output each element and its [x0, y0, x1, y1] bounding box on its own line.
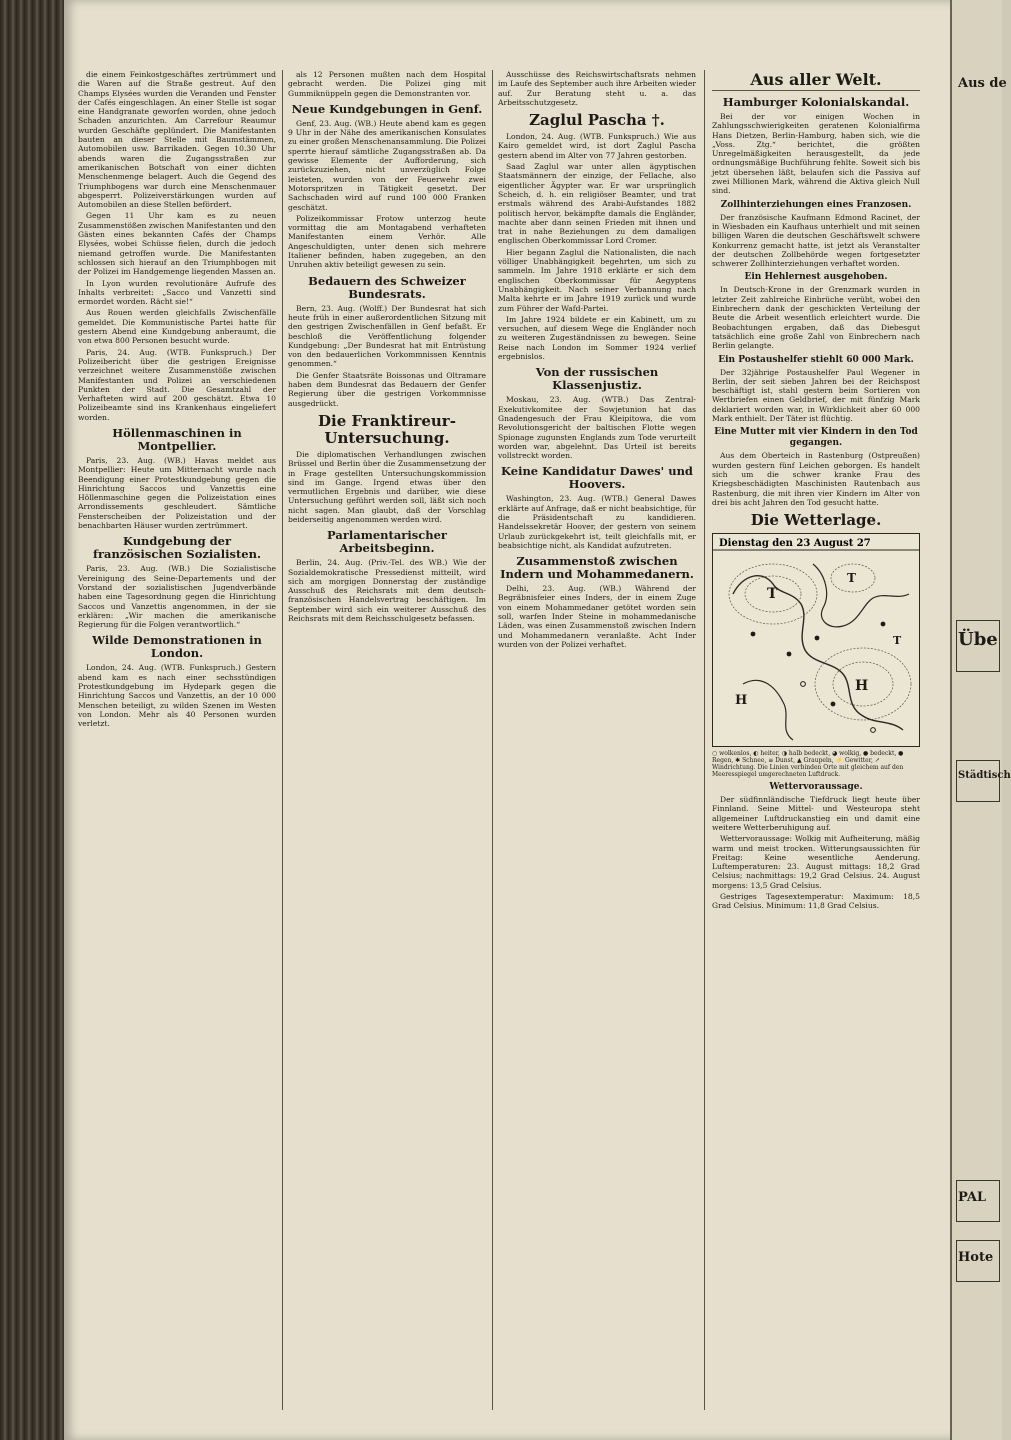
article-paragraph: Ausschüsse des Reichswirtschaftsrats nehmen im Laufe des September auch ihre Arbeiten wieder auf. Zur Beratung steht u. a. das Arbeitsschutzgesetz.: [498, 70, 696, 107]
headline-franktireur: Die Franktireur-Untersuchung.: [318, 411, 456, 447]
station-symbols: [751, 622, 886, 733]
article-paragraph: Saad Zaglul war unter allen ägyptischen Staatsmännern der einzige, der Fellache, also eigentlicher Ägypter war. Er war ursprünglich Scheich, d. h. ein religiöser Beamter, und trat erstmals während des Arabi-Aufstandes 1882 politisch hervor, bekämpfte damals die Engländer, machte aber dann seinen Frieden mit ihnen und trat in nahe Beziehungen zu dem damaligen englischen Oberkommissar Lord Cromer.: [498, 162, 696, 246]
article-paragraph: Aus dem Oberteich in Rastenburg (Ostpreußen) wurden gestern fünf Leichen geborgen. Es handelt sich um die schwer kranke Frau des Kriegsbeschädigten Maschinisten Rautenbach aus Rastenburg, die mit ihren vier Kindern im Alter von drei bis acht Jahren den Tod gesucht hatte.: [712, 451, 920, 507]
headline-montpellier: Höllenmaschinen in Montpellier.: [112, 425, 242, 453]
article-paragraph: In Lyon wurden revolutionäre Aufrufe des Inhalts verbreitet: „Sacco und Vanzetti sind ermordet worden. Rächt sie!“: [78, 278, 276, 307]
article-paragraph: In Deutsch-Krone in der Grenzmark wurden in letzter Zeit zahlreiche Einbrüche verübt, wobei den Einbrechern dank der geschickten Verteilung der Beute die Arbeit wesentlich erleichtert wurde. Die Beobachtungen ergaben, daß das Diebesgut tatsächlich eine große Zahl von Einbrechern nach Berlin gelangte.: [712, 285, 920, 351]
edge-ad-text: Übe: [958, 629, 998, 650]
headline-zoll: Zollhinterziehungen eines Franzosen.: [720, 199, 912, 210]
article-paragraph: als 12 Personen mußten nach dem Hospital gebracht werden. Die Polizei ging mit Gummiknüppeln gegen die Demonstranten vor.: [288, 70, 486, 98]
coastline: [743, 680, 793, 740]
isobars: [729, 564, 911, 720]
article-paragraph: Washington, 23. Aug. (WTB.) General Dawes erklärte auf Anfrage, daß er nicht beabsichtige, für die Präsidentschaft zu kandidieren. Handelssekretär Hoover, der gestern von seinem Urlaub zurückgekehrt ist, teilt gleichfalls mit, er beabsichtige nicht, als Kandidat aufzutreten.: [498, 494, 696, 550]
headline-klassenjustiz: Von der russischen Klassenjustiz.: [535, 365, 659, 393]
map-legend: ○ wolkenlos, ◐ heiter, ◑ halb bedeckt, ◕ wolkig, ● bedeckt, ● Regen, ✱ Schnee, ≡ Dunst, ▲ Graupeln, ⚡ Gewitter, ↗ Windrichtung. Die Linien verbinden Orte mit gleichem auf den Meeresspiegel umgerechneten Luftdruck.: [712, 750, 904, 779]
column-4: [712, 70, 920, 1410]
article-paragraph: die einem Feinkostgeschäftes zertrümmert und die Waren auf die Straße gestreut. Auf den Champs Elysées wurden die Veranden und Fenster der Cafés eingeschlagen. An einer Stelle ist sogar eine Handgranate geworfen worden, ohne jedoch Schaden anzurichten. Am Carrefour Reaumur wurden Geschäfte geplündert. Die Manifestanten bauten an dieser Stelle mit Baumstämmen, Automobilen usw. Barrikaden. Gegen 10.30 Uhr abends waren die Zugangsstraßen zur amerikanischen Botschaft von einer dichten Menschenmenge belagert. Auch die Gegend des Triumphbogens war durch eine Menschenmauer abgesperrt. Polizeiverstärkungen wurden auf Automobilen an diese Stellen befördert.: [78, 70, 276, 210]
map-title: Dienstag den 23 August 27: [719, 538, 871, 550]
article-paragraph: Der südfinnländische Tiefdruck liegt heute über Finnland. Seine Mittel- und Westeuropa steht allgemeiner Luftdruckanstieg ein und damit eine weitere Wetterberuhigung auf.: [712, 795, 920, 832]
coastline: [733, 576, 903, 730]
article-paragraph: Wettervoraussage: Wolkig mit Aufheiterung, mäßig warm und meist trocken. Witterungsaussichten für Freitag: Keine wesentliche Aenderung. Luftemperaturen: 23. August mittags: 18,2 Grad Celsius; nachmittags: 19,2 Grad Celsius. 24. August morgens: 13,5 Grad Celsius.: [712, 834, 920, 890]
edge-ad-text: Hote: [958, 1250, 994, 1265]
article-paragraph: London, 24. Aug. (WTB. Funkspruch.) Wie aus Kairo gemeldet wird, ist dort Zaglul Pascha gestern abend im Alter von 77 Jahren gestorben.: [498, 132, 696, 160]
article-paragraph: Aus Rouen werden gleichfalls Zwischenfälle gemeldet. Die Kommunistische Partei hatte für gestern Abend eine Kundgebung anberaumt, die von etwa 800 Personen besucht wurde.: [78, 308, 276, 346]
map-label-hoch: H: [855, 678, 869, 695]
article-paragraph: Delhi, 23. Aug. (WB.) Während der Begräbnisfeier eines Inders, der in einem Zuge von einem Mohammedaner getötet worden sein soll, warfen Inder Steine in mohammedanische Läden, was einen Zusammenstoß zwischen Indern und Mohammedanern veranlaßte. Acht Inder wurden von der Polizei verhaftet.: [498, 584, 696, 649]
article-paragraph: Paris, 23. Aug. (WB.) Havas meldet aus Montpellier: Heute um Mitternacht wurde nach Beendigung einer Protestkundgebung gegen die Hinrichtung Saccos und Vanzettis eine Höllenmaschine gegen die Polizeistation eines Arrondissements geschleudert. Sämtliche Fensterscheiben der Polizeistation und der benachbarten Häuser wurden zertrümmert.: [78, 455, 276, 531]
column-rule: [282, 70, 283, 1410]
headline-london: Wilde Demonstrationen in London.: [92, 633, 262, 661]
coastline: [813, 564, 909, 627]
binding-gutter: [0, 0, 64, 1440]
article-paragraph: Paris, 24. Aug. (WTB. Funkspruch.) Der Polizeibericht über die gestrigen Ereignisse verzeichnet weitere Zusammenstöße zwischen Manifestanten und Polizei an verschiedenen Punkten der Stadt. Die Gesamtzahl der Verhafteten wird auf 200 geschätzt. Etwa 10 Polizeibeamte sind ins Krankenhaus eingeliefert worden.: [78, 347, 276, 422]
column-2: [288, 70, 486, 1410]
column-rule: [704, 70, 705, 1410]
article-paragraph: Gegen 11 Uhr kam es zu neuen Zusammenstößen zwischen Manifestanten und den Gästen eines bekannten Cafés der Champs Elysées, wobei Schüsse fielen, durch die jedoch niemand getroffen wurde. Die Manifestanten schlossen sich hierauf an den Triumphbogen mit der Polizei im Handgemenge liegenden Massen an.: [78, 211, 276, 277]
edge-ad-text: Städtisch: [958, 770, 1011, 781]
headline-mutter: Eine Mutter mit vier Kindern in den Tod gegangen.: [714, 427, 918, 449]
headline-wettervoraussage: Wettervoraussage.: [769, 782, 863, 793]
column-1: [78, 70, 276, 1410]
headline-dawes-hoover: Keine Kandidatur Dawes' und Hoovers.: [501, 464, 693, 492]
article-paragraph: Im Jahre 1924 bildete er ein Kabinett, um zu versuchen, auf diesem Wege die Engländer noch zu weiteren Zugeständnissen zu bewegen. Seine Reise nach London im Sommer 1924 verlief ergebnislos.: [498, 314, 696, 362]
edge-ad-box: [956, 760, 1000, 802]
map-label-tief: T: [767, 586, 778, 603]
edge-ad-text: PAL: [958, 1190, 987, 1205]
map-label-tief: T: [893, 634, 902, 648]
article-paragraph: London, 24. Aug. (WTB. Funkspruch.) Gestern abend kam es nach einer sechsstündigen Protestkundgebung im Hydepark gegen die Hinrichtung Saccos und Vanzettis, an der 10 000 Menschen beteiligt, zu wilden Szenen im Westen von London. Mehr als 40 Personen wurden verletzt.: [78, 663, 276, 729]
headline-hehlernest: Ein Hehlernest ausgehoben.: [744, 272, 888, 283]
headline-genf: Neue Kundgebungen in Genf.: [291, 101, 483, 116]
column-rule: [492, 70, 493, 1410]
headline-sozialisten: Kundgebung der französischen Sozialisten.: [93, 534, 261, 562]
article-paragraph: Der französische Kaufmann Edmond Racinet, der in Wiesbaden ein Kaufhaus unterhielt und mit seinen billigen Waren die deutschen Geschäftswelt schwere Konkurrenz gemacht hatte, ist jetzt als Veranstalter der deutschen Zollbehörde wegen fortgesetzter schwerer Zollhinterziehungen verhaftet worden.: [712, 212, 920, 269]
article-paragraph: Bern, 23. Aug. (Wolff.) Der Bundesrat hat sich heute früh in einer außerordentlichen Sitzung mit den gestrigen Zwischenfällen in Genf befaßt. Er beschloß die Veröffentlichung folgender Kundgebung: „Der Bundesrat hat mit Entrüstung von den bedauerlichen Vorkommnissen Kenntnis genommen.“: [288, 303, 486, 369]
article-paragraph: Gestriges Tagesextemperatur: Maximum: 18,5 Grad Celsius. Minimum: 11,8 Grad Celsius.: [712, 892, 920, 911]
map-label-hoch: H: [735, 693, 748, 709]
headline-bundesrat: Bedauern des Schweizer Bundesrats.: [308, 273, 466, 301]
article-paragraph: Berlin, 24. Aug. (Priv.-Tel. des WB.) Wie der Sozialdemokratische Pressedienst mitteilt, wird sich am morgigen Donnerstag der zuständige Ausschuß des Reichsrats mit dem deutsch-französischen Handelsvertrag beschäftigen. Im September wird sich ein weiterer Ausschuß des Reichsrats mit dem Reichsschulgesetz befassen.: [288, 558, 486, 624]
column-3: [498, 70, 696, 1410]
article-paragraph: Paris, 23. Aug. (WB.) Die Sozialistische Vereinigung des Seine-Departements und der Vorstand der sozialistischen Jugendverbände haben eine Tagesordnung gegen die Hinrichtung Saccos und Vanzettis angenommen, in der sie erklären: „Wir machen die amerikanische Regierung für die Folgen verantwortlich.“: [78, 564, 276, 630]
article-paragraph: Hier begann Zaglul die Nationalisten, die nach völliger Unabhängigkeit begehrten, um sich zu sammeln. Im Jahre 1918 erklärte er sich dem englischen Oberkommissar für Aegyptens Unabhängigkeit. Nach seiner Verbannung nach Malta kehrte er im Jahre 1919 zurück und wurde zum Führer der Wafd-Partei.: [498, 247, 696, 313]
article-paragraph: Moskau, 23. Aug. (WTB.) Das Zentral-Exekutivkomitee der Sowjetunion hat das Gnadengesuch der Frau Kleipitowa, die vom Revolutionsgericht der baltischen Flotte wegen Spionage zugunsten Englands zum Tode verurteilt worden war, abgelehnt. Das Urteil ist bereits vollstreckt worden.: [498, 395, 696, 461]
headline-wetterlage: Die Wetterlage.: [750, 511, 882, 530]
article-paragraph: Der 32jährige Postaushelfer Paul Wegener in Berlin, der seit sieben Jahren bei der Reichspost beschäftigt ist, stahl gestern beim Sortieren von Wertbriefen einen Geldbrief, der mit fünfzig Mark deklariert worden war, in Wirklichkeit aber 60 000 Mark enthielt. Der Täter ist flüchtig.: [712, 367, 920, 424]
section-title: Aus aller Welt.: [712, 70, 920, 91]
article-paragraph: Die Genfer Staatsräte Boissonas und Oltramare haben dem Bundesrat das Bedauern der Genfer Regierung über die gestrigen Vorkommnisse ausgedrückt.: [288, 370, 486, 408]
headline-postaushelfer: Ein Postaushelfer stiehlt 60 000 Mark.: [718, 354, 914, 365]
article-paragraph: Polizeikommissar Frotow unterzog heute vormittag die am Montagabend verhafteten Manifestanten einem Verhör. Alle Angeschuldigten, unter denen sich mehrere Italiener befinden, haben zugegeben, an den Unruhen aktiv beteiligt gewesen zu sein.: [288, 213, 486, 270]
headline-parlament: Parlamentarischer Arbeitsbeginn.: [327, 528, 447, 556]
edge-headline: Aus de: [958, 76, 1007, 91]
headline-kolonialskandal: Hamburger Kolonialskandal.: [722, 95, 910, 109]
next-page-edge: [950, 0, 1011, 1440]
headline-zaglul: Zaglul Pascha †.: [529, 111, 665, 130]
weather-map: [712, 533, 920, 747]
article-paragraph: Bei der vor einigen Wochen in Zahlungsschwierigkeiten geratenen Kolonialfirma Hans Dietzen, Berlin-Hamburg, haben sich, wie die „Voss. Ztg.“ berichtet, die größten Unregelmäßigkeiten herausgestellt, da jede ordnungsmäßige Buchführung fehlte. Soweit sich bis jetzt übersehen läßt, belaufen sich die Passiva auf zwei Millionen Mark, während die Aktiva gleich Null sind.: [712, 112, 920, 196]
article-paragraph: Die diplomatischen Verhandlungen zwischen Brüssel und Berlin über die Zusammensetzung der in Frage gestellten Untersuchungskommission sind im Gange. Irgend etwas über den vermutlichen Ergebnis und darüber, wie diese Untersuchung geführt werden soll, läßt sich noch nicht sagen. Man glaubt, daß der Vorschlag beiderseitig angenommen werden wird.: [288, 449, 486, 524]
map-label-tief: T: [847, 571, 856, 586]
weather-map-drawing: [713, 534, 919, 746]
article-paragraph: Genf, 23. Aug. (WB.) Heute abend kam es gegen 9 Uhr in der Nähe des amerikanischen Konsulates zu einer großen Menschenansammlung. Die Polizei sperrte hierauf sämtliche Zugangsstraßen ab. Da gewisse Elemente der Aufforderung, sich zurückzuziehen, nicht unverzüglich Folge leisteten, wurden von der Feuerwehr zwei Motorspritzen in Tätigkeit gesetzt. Der Sachschaden wird auf rund 100 000 Franken geschätzt.: [288, 118, 486, 212]
headline-indien: Zusammenstoß zwischen Indern und Mohammedanern.: [500, 554, 694, 582]
